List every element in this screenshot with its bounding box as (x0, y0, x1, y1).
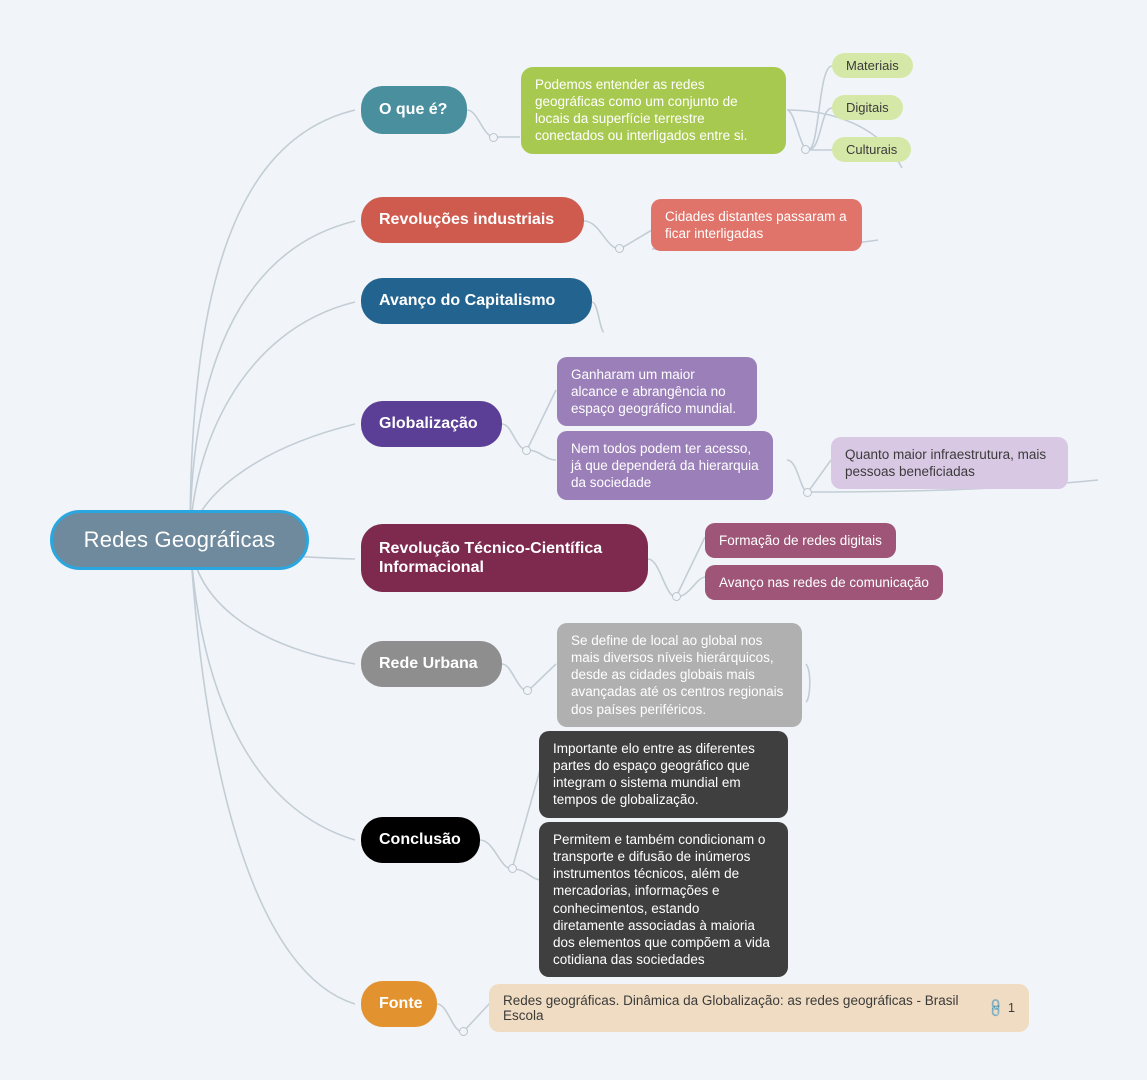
branch-fonte[interactable] (361, 981, 437, 1027)
connector-dot (803, 488, 812, 497)
leaf-cidades-distantes[interactable] (651, 199, 862, 251)
leaf-text: Permitem e também condicionam o transporte e difusão de inúmeros instrumentos técnicos, além de mercadorias, informações e conhecimentos, estando diretamente associadas à maioria dos elementos que compõem a vida cotidiana das sociedades (553, 832, 770, 967)
branch-label: Revolução Técnico-Científica Informacional (379, 539, 603, 576)
leaf-text: Nem todos podem ter acesso, já que dependerá da hierarquia da sociedade (571, 441, 759, 491)
leaf-text: Quanto maior infraestrutura, mais pessoas beneficiadas (845, 447, 1047, 480)
branch-label: Globalização (379, 415, 478, 433)
branch-revolucoes-industriais[interactable] (361, 197, 584, 243)
pill-label: Digitais (846, 100, 889, 115)
branch-label: Revoluções industriais (379, 211, 555, 229)
branch-globalizacao[interactable] (361, 401, 502, 447)
leaf-text: Podemos entender as redes geográficas como um conjunto de locais da superfície terrestre conectados ou interligados entre si. (535, 77, 748, 144)
branch-label: Avanço do Capitalismo (379, 292, 556, 310)
source-link-chip[interactable] (984, 996, 1015, 1019)
branch-label: Rede Urbana (379, 655, 478, 673)
link-count: 1 (1008, 1001, 1015, 1015)
connector-dot (615, 244, 624, 253)
branch-label: O que é? (379, 101, 448, 119)
leaf-alcance[interactable] (557, 357, 757, 426)
connector-dot (522, 446, 531, 455)
connector-dot (672, 592, 681, 601)
leaf-text: Se define de local ao global nos mais diversos níveis hierárquicos, desde as cidades globais mais avançadas até os centros regionais dos países periféricos. (571, 633, 784, 717)
pill-label: Culturais (846, 142, 898, 157)
branch-avanco-do-capitalismo[interactable] (361, 278, 592, 324)
root-node[interactable] (50, 510, 309, 570)
pill-digitais[interactable] (832, 95, 903, 120)
pill-materiais[interactable] (832, 53, 913, 78)
branch-label: Conclusão (379, 831, 461, 849)
branch-conclusao[interactable] (361, 817, 480, 863)
leaf-redes-comunicacao[interactable] (705, 565, 943, 600)
leaf-elo[interactable] (539, 731, 788, 818)
pill-label: Materiais (846, 58, 899, 73)
leaf-text: Importante elo entre as diferentes partes do espaço geográfico que integram o sistema mundial em tempos de globalização. (553, 741, 755, 808)
leaf-acesso[interactable] (557, 431, 773, 500)
leaf-infraestrutura[interactable] (831, 437, 1068, 489)
leaf-definicao-rede-urbana[interactable] (557, 623, 802, 727)
connector-dot (508, 864, 517, 873)
leaf-text: Cidades distantes passaram a ficar interligadas (665, 209, 847, 242)
root-label: Redes Geográficas (83, 527, 276, 552)
source-text: Redes geográficas. Dinâmica da Globalização: as redes geográficas - Brasil Escola (503, 993, 959, 1023)
connector-dot (459, 1027, 468, 1036)
leaf-text: Formação de redes digitais (719, 533, 882, 548)
leaf-permitem[interactable] (539, 822, 788, 977)
pill-culturais[interactable] (832, 137, 911, 162)
leaf-redes-digitais[interactable] (705, 523, 896, 558)
leaf-definicao[interactable] (521, 67, 786, 154)
leaf-text: Ganharam um maior alcance e abrangência no espaço geográfico mundial. (571, 367, 737, 417)
branch-label: Fonte (379, 995, 423, 1013)
leaf-fonte-referencia[interactable] (489, 984, 1029, 1032)
branch-rede-urbana[interactable] (361, 641, 502, 687)
leaf-text: Avanço nas redes de comunicação (719, 575, 929, 590)
connector-dot (489, 133, 498, 142)
branch-revolucao-tecnico-cientifica[interactable] (361, 524, 648, 592)
connector-dot (523, 686, 532, 695)
link-icon: 🔗 (984, 996, 1007, 1019)
branch-o-que-e[interactable] (361, 86, 467, 134)
connector-dot (801, 145, 810, 154)
